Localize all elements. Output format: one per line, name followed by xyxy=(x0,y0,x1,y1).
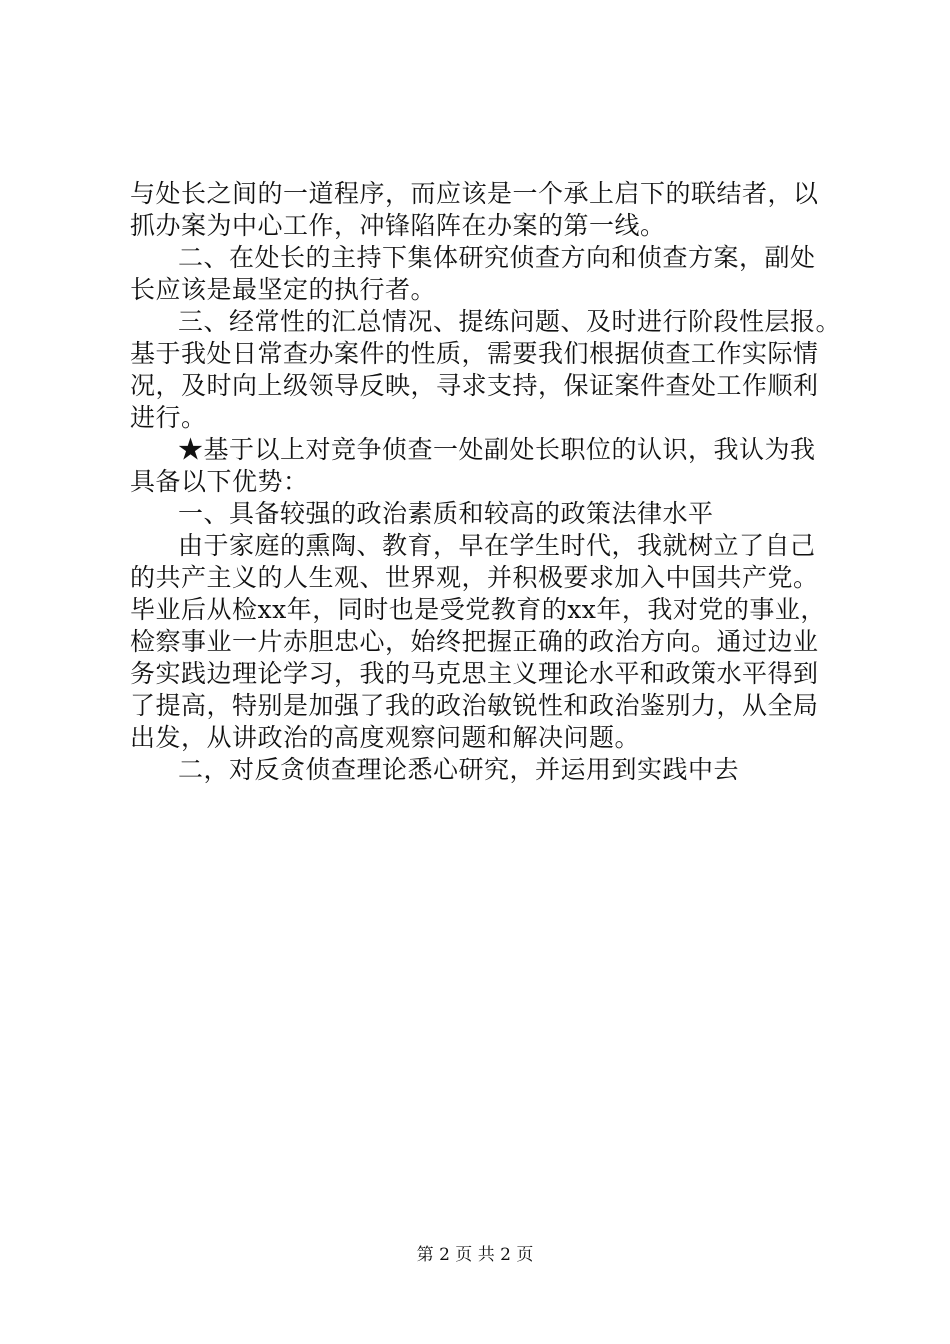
text-line-10: 具备以下优势： xyxy=(130,467,309,496)
text-line-1: 与处长之间的一道程序，而应该是一个承上启下的联结者，以 xyxy=(130,179,819,208)
text-line-15: 检察事业一片赤胆忠心，始终把握正确的政治方向。通过边业 xyxy=(130,627,819,656)
text-line-12: 由于家庭的熏陶、教育，早在学生时代，我就树立了自己 xyxy=(178,531,816,560)
text-line-2: 抓办案为中心工作，冲锋陷阵在办案的第一线。 xyxy=(130,211,666,240)
text-line-18: 出发，从讲政治的高度观察问题和解决问题。 xyxy=(130,723,641,752)
text-line-9: ★基于以上对竞争侦查一处副处长职位的认识，我认为我 xyxy=(178,435,816,464)
text-line-17: 了提高，特别是加强了我的政治敏锐性和政治鉴别力，从全局 xyxy=(130,691,819,720)
text-line-7: 况，及时向上级领导反映，寻求支持，保证案件查处工作顺利 xyxy=(130,371,819,400)
text-line-3: 二、在处长的主持下集体研究侦查方向和侦查方案，副处 xyxy=(178,243,816,272)
text-line-4: 长应该是最坚定的执行者。 xyxy=(130,275,437,304)
text-line-11: 一、具备较强的政治素质和较高的政策法律水平 xyxy=(178,499,714,528)
text-line-14: 毕业后从检xx年，同时也是受党教育的xx年，我对党的事业， xyxy=(130,595,826,624)
page-number-footer: 第 2 页 共 2 页 xyxy=(416,1245,534,1265)
text-line-19: 二，对反贪侦查理论悉心研究，并运用到实践中去 xyxy=(178,755,740,784)
text-line-16: 务实践边理论学习，我的马克思主义理论水平和政策水平得到 xyxy=(130,659,819,688)
text-line-6: 基于我处日常查办案件的性质，需要我们根据侦查工作实际情 xyxy=(130,339,819,368)
text-line-5: 三、经常性的汇总情况、提练问题、及时进行阶段性层报。 xyxy=(178,307,842,336)
text-line-13: 的共产主义的人生观、世界观，并积极要求加入中国共产党。 xyxy=(130,563,819,592)
text-line-8: 进行。 xyxy=(130,403,207,432)
